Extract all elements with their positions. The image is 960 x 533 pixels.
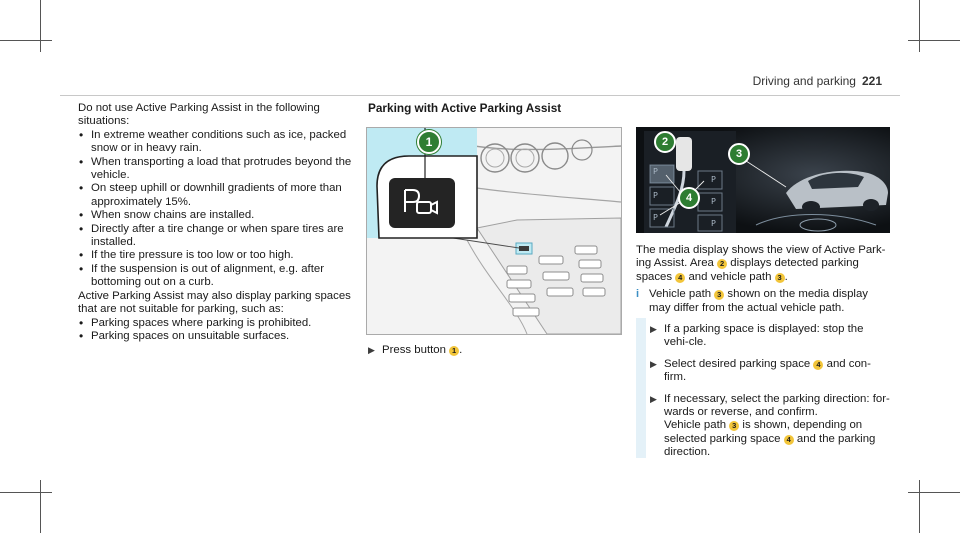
section-title: Driving and parking xyxy=(752,74,856,88)
list-item: • If the suspension is out of alignment, e.g. after bottoming out on a curb. xyxy=(78,263,354,290)
step-row xyxy=(368,344,620,357)
step-text: and con-firm. xyxy=(664,357,871,384)
step-arrow-icon: ▶ xyxy=(650,324,657,335)
slot-label: P xyxy=(653,213,658,222)
marker-badge: 4 xyxy=(813,360,823,370)
step-row xyxy=(650,358,890,385)
unsuitable-spaces-text: Active Parking Assist may also display parking spaces that are not suitable for parking, such as: xyxy=(78,289,351,316)
list-item: • When snow chains are installed. xyxy=(78,209,354,222)
callout-marker-1: 1 xyxy=(417,130,441,154)
step-arrow-icon: ▶ xyxy=(368,345,375,355)
media-display-paragraph xyxy=(636,244,890,284)
marker-badge: 3 xyxy=(775,273,785,283)
marker-badge: 4 xyxy=(784,435,794,445)
text-span: The media display shows the view of Active Park-ing Assist. Area xyxy=(636,244,886,270)
info-icon: i xyxy=(636,288,640,301)
crop-mark xyxy=(0,40,52,41)
info-note xyxy=(636,288,890,315)
intro-text: Do not use Active Parking Assist in the following situations: xyxy=(78,102,320,128)
step-row xyxy=(650,323,890,350)
callout-marker-4: 4 xyxy=(678,187,700,209)
crop-mark xyxy=(40,0,41,52)
step-text: Vehicle path xyxy=(664,419,727,432)
marker-badge: 3 xyxy=(714,290,724,300)
marker-badge: 1 xyxy=(449,346,459,356)
crop-mark xyxy=(908,40,960,41)
step-row xyxy=(650,393,890,460)
running-head xyxy=(753,74,882,88)
crop-mark xyxy=(40,480,41,533)
column-media-display xyxy=(636,244,890,460)
step-arrow-icon: ▶ xyxy=(650,393,657,404)
step-text: Select desired parking space xyxy=(664,357,811,370)
slot-label: P xyxy=(711,175,716,184)
list-item: • Parking spaces where parking is prohibited. xyxy=(78,317,354,330)
step-text: and the parking direction. xyxy=(664,432,876,459)
text-span: Vehicle path xyxy=(649,288,712,301)
header-rule xyxy=(60,95,900,96)
crop-mark xyxy=(919,0,920,52)
column-restrictions xyxy=(78,102,354,343)
marker-badge: 2 xyxy=(717,259,727,269)
callout-marker-2: 2 xyxy=(654,131,676,153)
list-item: • When transporting a load that protrudes beyond the vehicle. xyxy=(78,156,354,183)
page-number: 221 xyxy=(861,74,882,88)
crop-mark xyxy=(919,480,920,533)
center-console-drawing xyxy=(367,128,621,334)
slot-label: P xyxy=(653,167,658,176)
media-display-illustration xyxy=(636,127,890,233)
marker-badge: 4 xyxy=(675,273,685,283)
text-span: and vehicle path xyxy=(688,270,772,283)
section-heading: Parking with Active Parking Assist xyxy=(368,101,562,115)
list-item: • Directly after a tire change or when spare tires are installed. xyxy=(78,223,354,250)
slot-label: P xyxy=(711,197,716,206)
steps-list xyxy=(636,323,890,460)
step-text: is shown, depending on selected parking space xyxy=(664,419,863,445)
list-item: • On steep uphill or downhill gradients of more than approximately 15%. xyxy=(78,182,354,209)
callout-marker-3: 3 xyxy=(728,143,750,165)
step-text: If necessary, select the parking direction: for-wards or reverse, and confirm. xyxy=(664,392,890,419)
crop-mark xyxy=(908,492,960,493)
list-item: • If the tire pressure is too low or too high. xyxy=(78,249,354,262)
step-press-button xyxy=(368,344,620,357)
step-arrow-icon: ▶ xyxy=(650,358,657,369)
text-span: displays detected parking spaces xyxy=(636,257,859,283)
text-span: . xyxy=(784,270,788,283)
marker-badge: 3 xyxy=(729,421,739,431)
slot-label: P xyxy=(711,219,716,228)
column-parking-with-assist xyxy=(368,102,620,115)
crop-mark xyxy=(0,492,52,493)
step-text: If a parking space is displayed: stop the vehi-cle. xyxy=(664,323,864,349)
list-item: • In extreme weather conditions such as ice, packed snow or in heavy rain. xyxy=(78,129,354,156)
text-span: shown on the media display may differ from the actual vehicle path. xyxy=(649,288,868,314)
slot-label: P xyxy=(653,191,658,200)
list-item: • Parking spaces on unsuitable surfaces. xyxy=(78,330,354,343)
step-text: . xyxy=(459,344,463,356)
step-text: Press button xyxy=(382,344,446,356)
console-illustration xyxy=(366,127,622,335)
